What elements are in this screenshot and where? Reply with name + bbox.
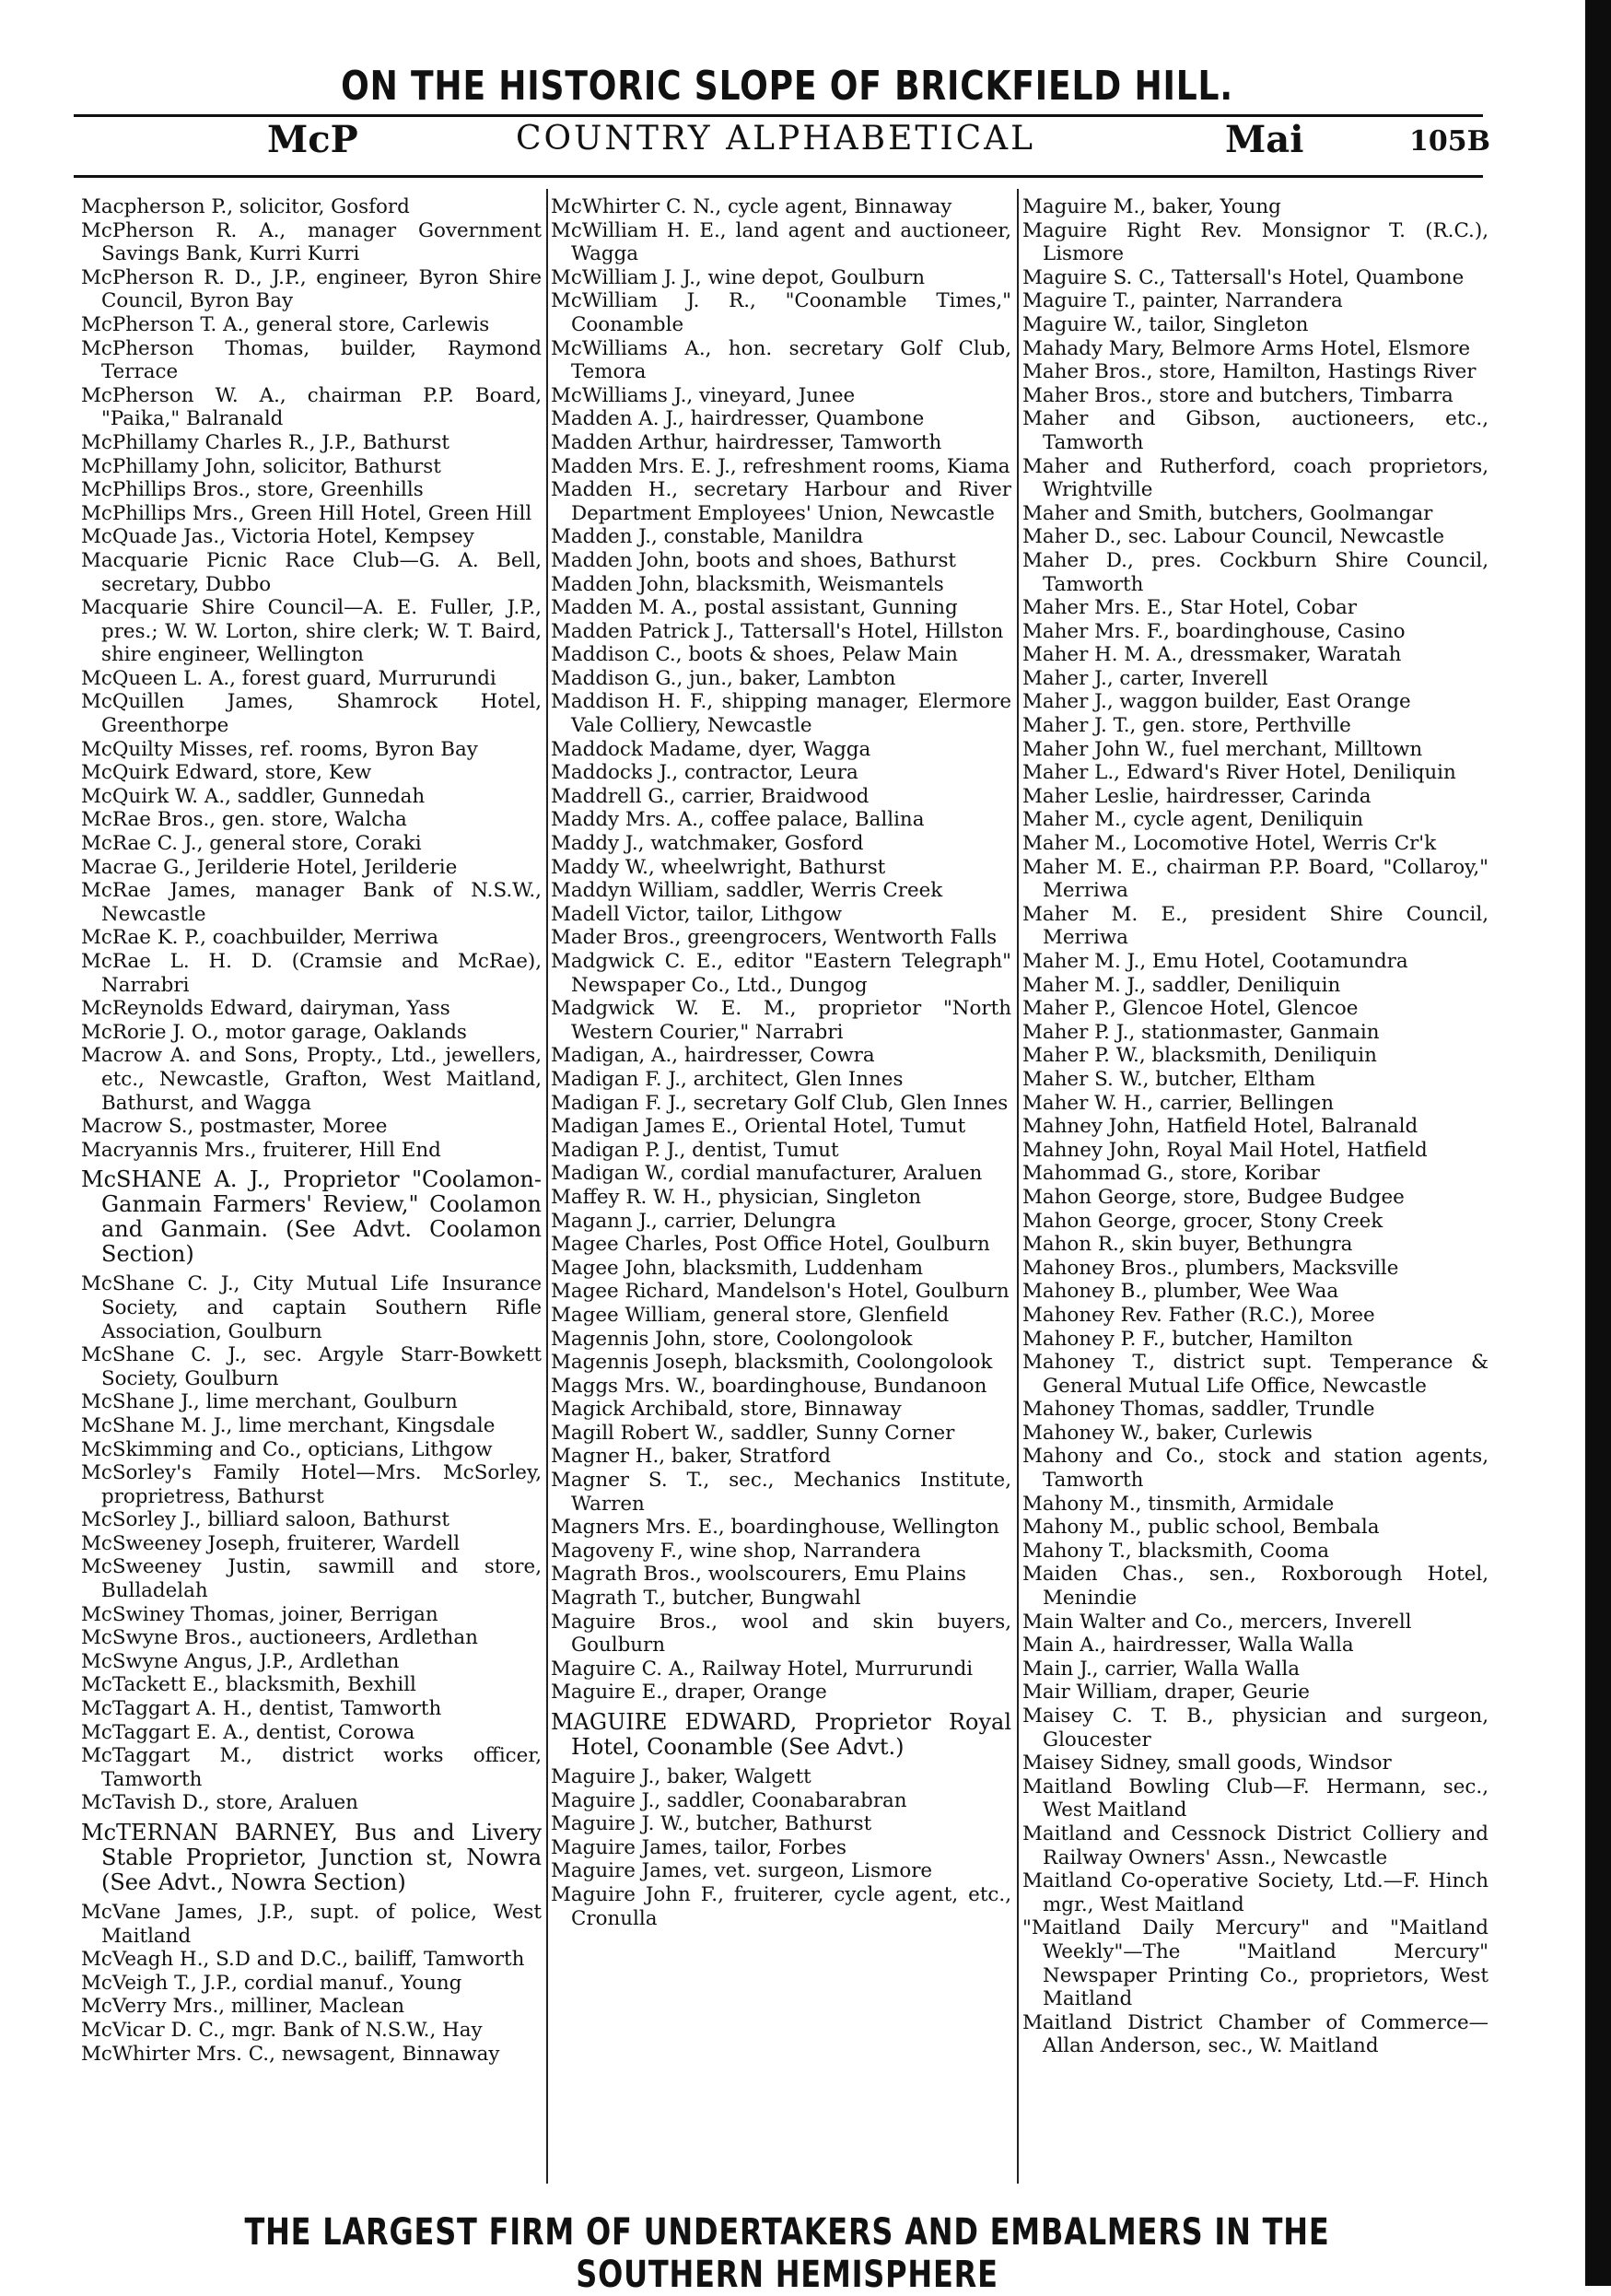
directory-entry: Maher M. J., Emu Hotel, Cootamundra — [1022, 950, 1408, 973]
header-left-word: McP — [267, 118, 358, 161]
directory-entry: McRae C. J., general store, Coraki — [81, 832, 422, 856]
directory-entry: Maguire J., saddler, Coonabarabran — [551, 1788, 907, 1812]
directory-entry: McQuirk W. A., saddler, Gunnedah — [81, 784, 426, 808]
directory-entry: McRorie J. O., motor garage, Oaklands — [81, 1020, 467, 1044]
directory-entry: McShane J., lime merchant, Goulburn — [81, 1390, 458, 1414]
directory-entry: Madden H., secretary Harbour and River Department Employees' Union, Newcastle — [551, 478, 1011, 525]
directory-entry: Mahoney Thomas, saddler, Trundle — [1022, 1398, 1375, 1422]
directory-entry: McPhillamy Charles R., J.P., Bathurst — [81, 430, 449, 454]
directory-entry: Maddison G., jun., baker, Lambton — [551, 666, 896, 690]
directory-column-3 — [1022, 195, 1488, 2181]
directory-entry: Maddy W., wheelwright, Bathurst — [551, 855, 886, 879]
directory-entry: Maddyn William, saddler, Werris Creek — [551, 879, 943, 903]
directory-entry: Madigan F. J., architect, Glen Innes — [551, 1067, 904, 1091]
directory-entry: Magee William, general store, Glenfield — [551, 1303, 950, 1327]
directory-entry: McSwiney Thomas, joiner, Berrigan — [81, 1602, 438, 1626]
directory-entry: Maddrell G., carrier, Braidwood — [551, 784, 870, 808]
directory-entry: Magrath T., butcher, Bungwahl — [551, 1587, 861, 1611]
directory-entry: McQuade Jas., Victoria Hotel, Kempsey — [81, 525, 474, 549]
directory-entry: Maher P., Glencoe Hotel, Glencoe — [1022, 997, 1359, 1021]
directory-entry: McWilliam J. R., "Coonamble Times," Coonamble — [551, 289, 1011, 336]
directory-entry: Mahon George, store, Budgee Budgee — [1022, 1185, 1405, 1209]
directory-entry: Maher D., pres. Cockburn Shire Council, Tamworth — [1022, 548, 1488, 596]
running-header — [258, 118, 1492, 171]
directory-entry: McPherson R. A., manager Government Savings Bank, Kurri Kurri — [81, 218, 542, 266]
directory-entry: Madigan P. J., dentist, Tumut — [551, 1138, 839, 1162]
directory-entry: McPherson T. A., general store, Carlewis — [81, 312, 490, 336]
directory-entry: McSweeney Joseph, fruiterer, Wardell — [81, 1531, 461, 1555]
directory-entry: Main J., carrier, Walla Walla — [1022, 1657, 1300, 1681]
directory-entry: McPherson R. D., J.P., engineer, Byron Shire Council, Byron Bay — [81, 265, 542, 313]
directory-entry: Maggs Mrs. W., boardinghouse, Bundanoon — [551, 1374, 987, 1398]
directory-entry: Maddison H. F., shipping manager, Elermore Vale Colliery, Newcastle — [551, 690, 1011, 738]
directory-entry: Maguire E., draper, Orange — [551, 1681, 827, 1704]
directory-entry: Maher and Smith, butchers, Goolmangar — [1022, 501, 1433, 525]
directory-entry: Maitland District Chamber of Commerce—Allan Anderson, sec., W. Maitland — [1022, 2010, 1488, 2058]
directory-entry: Mader Bros., greengrocers, Wentworth Falls — [551, 926, 998, 950]
directory-entry: Mahney John, Hatfield Hotel, Balranald — [1022, 1115, 1418, 1139]
directory-entry: Mahoney P. F., butcher, Hamilton — [1022, 1327, 1353, 1351]
directory-entry: McQuillen James, Shamrock Hotel, Greenthorpe — [81, 690, 542, 738]
directory-entry: Magee John, blacksmith, Luddenham — [551, 1256, 923, 1280]
directory-entry: Maguire W., tailor, Singleton — [1022, 312, 1309, 336]
directory-entry: McTERNAN BARNEY, Bus and Livery Stable Proprietor, Junction st, Nowra (See Advt., Nowra Section) — [81, 1820, 542, 1895]
directory-entry: Magennis John, store, Coolongolook — [551, 1327, 913, 1351]
directory-entry: Maddy Mrs. A., coffee palace, Ballina — [551, 808, 925, 832]
directory-entry: McVerry Mrs., milliner, Maclean — [81, 1995, 405, 2019]
directory-entry: Mair William, draper, Geurie — [1022, 1681, 1310, 1704]
directory-entry: McQueen L. A., forest guard, Murrurundi — [81, 666, 496, 690]
directory-entry: Mahon George, grocer, Stony Creek — [1022, 1209, 1383, 1233]
directory-entry: Maisey C. T. B., physician and surgeon, Gloucester — [1022, 1704, 1488, 1751]
directory-entry: McTackett E., blacksmith, Bexhill — [81, 1673, 416, 1697]
directory-entry: Mahoney Rev. Father (R.C.), Moree — [1022, 1303, 1375, 1327]
directory-entry: Maguire C. A., Railway Hotel, Murrurundi — [551, 1657, 974, 1681]
directory-entry: Mahoney W., baker, Curlewis — [1022, 1421, 1313, 1445]
directory-column-1 — [81, 195, 542, 2181]
directory-entry: Madigan, A., hairdresser, Cowra — [551, 1044, 875, 1068]
directory-entry: Maguire James, vet. surgeon, Lismore — [551, 1859, 933, 1883]
directory-entry: McVane James, J.P., supt. of police, West Maitland — [81, 1901, 542, 1948]
directory-entry: Magners Mrs. E., boardinghouse, Wellington — [551, 1516, 999, 1540]
header-right-word: Mai — [1225, 118, 1304, 161]
directory-entry: Macrow A. and Sons, Propty., Ltd., jewellers, etc., Newcastle, Grafton, West Maitland, Bathurst, and Wagga — [81, 1044, 542, 1115]
header-rule-bottom — [74, 175, 1483, 178]
directory-entry: Maher S. W., butcher, Eltham — [1022, 1067, 1316, 1091]
directory-entry: McWilliams A., hon. secretary Golf Club, Temora — [551, 336, 1011, 384]
directory-entry: Maisey Sidney, small goods, Windsor — [1022, 1751, 1392, 1775]
directory-entry: McWilliam J. J., wine depot, Goulburn — [551, 265, 926, 289]
directory-entry: Madden Mrs. E. J., refreshment rooms, Kiama — [551, 454, 1010, 478]
directory-entry: Madden M. A., postal assistant, Gunning — [551, 596, 958, 620]
directory-entry: Magennis Joseph, blacksmith, Coolongolook — [551, 1351, 993, 1375]
directory-entry: Magill Robert W., saddler, Sunny Corner — [551, 1421, 955, 1445]
directory-entry: Maddison C., boots & shoes, Pelaw Main — [551, 643, 958, 667]
directory-entry: McTaggart A. H., dentist, Tamworth — [81, 1697, 442, 1721]
directory-entry: Main Walter and Co., mercers, Inverell — [1022, 1610, 1412, 1634]
directory-entry: Mahommad G., store, Koribar — [1022, 1162, 1320, 1186]
directory-entry: Madden Patrick J., Tattersall's Hotel, Hillston — [551, 619, 1004, 643]
directory-entry: Macquarie Picnic Race Club—G. A. Bell, secretary, Dubbo — [81, 548, 542, 596]
directory-entry: Maher L., Edward's River Hotel, Deniliquin — [1022, 761, 1456, 785]
directory-entry: McPherson Thomas, builder, Raymond Terrace — [81, 336, 542, 384]
directory-entry: Madden John, blacksmith, Weismantels — [551, 572, 944, 596]
directory-entry: McShane C. J., City Mutual Life Insurance Society, and captain Southern Rifle Association, Goulburn — [81, 1272, 542, 1343]
directory-entry: Mahony M., tinsmith, Armidale — [1022, 1492, 1335, 1516]
directory-entry: McSorley's Family Hotel—Mrs. McSorley, proprietress, Bathurst — [81, 1461, 542, 1508]
directory-entry: McQuirk Edward, store, Kew — [81, 761, 372, 785]
directory-entry: McPhillips Bros., store, Greenhills — [81, 478, 424, 502]
directory-entry: McRae K. P., coachbuilder, Merriwa — [81, 926, 438, 950]
directory-entry: Maher J. T., gen. store, Perthville — [1022, 714, 1351, 738]
directory-entry: McSkimming and Co., opticians, Lithgow — [81, 1437, 493, 1461]
directory-entry: Maguire John F., fruiterer, cycle agent, etc., Cronulla — [551, 1882, 1011, 1930]
directory-entry: Magner H., baker, Stratford — [551, 1445, 831, 1469]
directory-entry: McSweeney Justin, sawmill and store, Bulladelah — [81, 1555, 542, 1603]
directory-entry: Magee Charles, Post Office Hotel, Goulburn — [551, 1233, 990, 1257]
directory-entry: Mahney John, Royal Mail Hotel, Hatfield — [1022, 1138, 1428, 1162]
directory-entry: McQuilty Misses, ref. rooms, Byron Bay — [81, 737, 478, 761]
directory-entry: McVicar D. C., mgr. Bank of N.S.W., Hay — [81, 2018, 483, 2042]
directory-entry: McTaggart E. A., dentist, Corowa — [81, 1720, 415, 1744]
directory-entry: Macpherson P., solicitor, Gosford — [81, 195, 410, 218]
directory-entry: McVeigh T., J.P., cordial manuf., Young — [81, 1971, 462, 1995]
directory-entry: McShane M. J., lime merchant, Kingsdale — [81, 1413, 496, 1437]
directory-entry: Maher M. E., chairman P.P. Board, "Collaroy," Merriwa — [1022, 855, 1488, 903]
directory-entry: Maguire S. C., Tattersall's Hotel, Quambone — [1022, 265, 1465, 289]
directory-entry: Madden A. J., hairdresser, Quambone — [551, 407, 925, 431]
directory-entry: Mahon R., skin buyer, Bethungra — [1022, 1233, 1353, 1257]
directory-entry: McWilliam H. E., land agent and auctioneer, Wagga — [551, 218, 1011, 266]
directory-entry: Maher J., carter, Inverell — [1022, 666, 1268, 690]
directory-entry: Macquarie Shire Council—A. E. Fuller, J.P., pres.; W. W. Lorton, shire clerk; W. T. Baird, shire engineer, Wellington — [81, 596, 542, 667]
directory-entry: McWilliams J., vineyard, Junee — [551, 383, 856, 407]
directory-entry: Maher Leslie, hairdresser, Carinda — [1022, 784, 1372, 808]
directory-entry: Maher and Gibson, auctioneers, etc., Tamworth — [1022, 407, 1488, 454]
directory-entry: Mahony T., blacksmith, Cooma — [1022, 1539, 1329, 1563]
directory-entry: Madden John, boots and shoes, Bathurst — [551, 548, 957, 572]
directory-entry: Maher W. H., carrier, Bellingen — [1022, 1091, 1334, 1115]
directory-entry: Macrae G., Jerilderie Hotel, Jerilderie — [81, 855, 458, 879]
directory-entry: McSwyne Angus, J.P., Ardlethan — [81, 1649, 400, 1673]
directory-entry: Mahony and Co., stock and station agents, Tamworth — [1022, 1445, 1488, 1493]
directory-entry: Maher M., cycle agent, Deniliquin — [1022, 808, 1364, 832]
directory-entry: Maher M., Locomotive Hotel, Werris Cr'k — [1022, 832, 1437, 856]
directory-entry: Mahony M., public school, Bembala — [1022, 1516, 1380, 1540]
directory-entry: McTaggart M., district works officer, Tamworth — [81, 1744, 542, 1791]
directory-entry: McVeagh H., S.D and D.C., bailiff, Tamworth — [81, 1948, 525, 1972]
directory-entry: Mahoney T., district supt. Temperance & General Mutual Life Office, Newcastle — [1022, 1351, 1488, 1398]
directory-entry: McSorley J., billiard saloon, Bathurst — [81, 1508, 449, 1532]
directory-entry: Maher P. W., blacksmith, Deniliquin — [1022, 1044, 1377, 1068]
directory-entry: Magee Richard, Mandelson's Hotel, Goulburn — [551, 1280, 1010, 1304]
directory-entry: Maher D., sec. Labour Council, Newcastle — [1022, 525, 1444, 549]
directory-entry: Madell Victor, tailor, Lithgow — [551, 902, 843, 926]
directory-entry: McTavish D., store, Araluen — [81, 1791, 358, 1815]
column-divider — [546, 189, 548, 2184]
directory-entry: McPhillamy John, solicitor, Bathurst — [81, 454, 441, 478]
directory-entry: Madigan F. J., secretary Golf Club, Glen Innes — [551, 1091, 1009, 1115]
directory-entry: Macryannis Mrs., fruiterer, Hill End — [81, 1138, 441, 1162]
header-title: COUNTRY ALPHABETICAL — [516, 120, 1036, 158]
directory-entry: Maitland Bowling Club—F. Hermann, sec., West Maitland — [1022, 1775, 1488, 1822]
directory-entry: MAGUIRE EDWARD, Proprietor Royal Hotel, Coonamble (See Advt.) — [551, 1709, 1011, 1760]
directory-entry: Magoveny F., wine shop, Narrandera — [551, 1539, 921, 1563]
directory-entry: "Maitland Daily Mercury" and "Maitland Weekly"—The "Maitland Mercury" Newspaper Printing Co., proprietors, West Maitland — [1022, 1916, 1488, 2011]
directory-entry: McRae Bros., gen. store, Walcha — [81, 808, 407, 832]
directory-entry: Magann J., carrier, Delungra — [551, 1209, 836, 1233]
header-rule-top — [74, 114, 1483, 117]
directory-entry: Madden J., constable, Manildra — [551, 525, 864, 549]
directory-entry: Maher J., waggon builder, East Orange — [1022, 690, 1411, 714]
directory-entry: McWhirter Mrs. C., newsagent, Binnaway — [81, 2042, 500, 2066]
directory-entry: Madgwick C. E., editor "Eastern Telegraph" Newspaper Co., Ltd., Dungog — [551, 950, 1011, 997]
directory-entry: McRae L. H. D. (Cramsie and McRae), Narrabri — [81, 950, 542, 997]
directory-entry: Maguire M., baker, Young — [1022, 195, 1281, 218]
directory-entry: Maddock Madame, dyer, Wagga — [551, 737, 871, 761]
directory-entry: Maffey R. W. H., physician, Singleton — [551, 1185, 922, 1209]
directory-entry: Maher Bros., store and butchers, Timbarra — [1022, 383, 1453, 407]
directory-entry: Magick Archibald, store, Binnaway — [551, 1398, 902, 1422]
directory-entry: Maguire T., painter, Narrandera — [1022, 289, 1343, 313]
directory-entry: Maher Mrs. F., boardinghouse, Casino — [1022, 619, 1406, 643]
bottom-banner: THE LARGEST FIRM OF UNDERTAKERS AND EMBALMERS IN THE SOUTHERN HEMISPHERE — [244, 2211, 1330, 2296]
directory-entry: Maguire Bros., wool and skin buyers, Goulburn — [551, 1610, 1011, 1658]
directory-entry: Magner S. T., sec., Mechanics Institute, Warren — [551, 1469, 1011, 1516]
directory-entry: Maiden Chas., sen., Roxborough Hotel, Menindie — [1022, 1563, 1488, 1611]
directory-entry: Main A., hairdresser, Walla Walla — [1022, 1634, 1354, 1658]
directory-entry: Madigan W., cordial manufacturer, Araluen — [551, 1162, 983, 1186]
directory-entry: Maher M. E., president Shire Council, Merriwa — [1022, 902, 1488, 950]
directory-entry: Mahady Mary, Belmore Arms Hotel, Elsmore — [1022, 336, 1470, 360]
directory-entry: McSwyne Bros., auctioneers, Ardlethan — [81, 1626, 478, 1650]
directory-entry: Maguire James, tailor, Forbes — [551, 1835, 846, 1859]
directory-entry: Mahoney B., plumber, Wee Waa — [1022, 1280, 1339, 1304]
directory-entry: Maddocks J., contractor, Leura — [551, 761, 858, 785]
directory-entry: Maguire J. W., butcher, Bathurst — [551, 1812, 872, 1836]
directory-entry: Maguire Right Rev. Monsignor T. (R.C.), Lismore — [1022, 218, 1488, 266]
directory-entry: Madigan James E., Oriental Hotel, Tumut — [551, 1115, 966, 1139]
directory-entry: McWhirter C. N., cycle agent, Binnaway — [551, 195, 952, 218]
directory-entry: McPhillips Mrs., Green Hill Hotel, Green Hill — [81, 501, 532, 525]
directory-entry: McReynolds Edward, dairyman, Yass — [81, 997, 450, 1021]
directory-entry: Madgwick W. E. M., proprietor "North Western Courier," Narrabri — [551, 997, 1011, 1044]
directory-entry: Maitland Co-operative Society, Ltd.—F. Hinch mgr., West Maitland — [1022, 1869, 1488, 1916]
directory-column-2 — [551, 195, 1011, 2181]
directory-entry: Maddy J., watchmaker, Gosford — [551, 832, 864, 856]
directory-entry: Maher John W., fuel merchant, Milltown — [1022, 737, 1423, 761]
directory-entry: Magrath Bros., woolscourers, Emu Plains — [551, 1563, 966, 1587]
directory-entry: McShane C. J., sec. Argyle Starr-Bowkett Society, Goulburn — [81, 1343, 542, 1390]
directory-entry: Maguire J., baker, Walgett — [551, 1765, 811, 1788]
directory-entry: Maher P. J., stationmaster, Ganmain — [1022, 1020, 1380, 1044]
directory-entry: Maher Bros., store, Hamilton, Hastings River — [1022, 360, 1477, 384]
directory-entry: Mahoney Bros., plumbers, Macksville — [1022, 1256, 1399, 1280]
directory-entry: Maher Mrs. E., Star Hotel, Cobar — [1022, 596, 1358, 620]
directory-entry: Maitland and Cessnock District Colliery and Railway Owners' Assn., Newcastle — [1022, 1822, 1488, 1869]
directory-entry: McSHANE A. J., Proprietor "Coolamon-Ganmain Farmers' Review," Coolamon and Ganmain. (See Advt. Coolamon Section) — [81, 1166, 542, 1268]
page-number: 105B — [1409, 125, 1490, 158]
directory-entry: Maher M. J., saddler, Deniliquin — [1022, 973, 1341, 997]
directory-entry: McRae James, manager Bank of N.S.W., Newcastle — [81, 879, 542, 926]
column-divider — [1017, 189, 1019, 2184]
scan-edge — [1585, 0, 1611, 2286]
directory-entry: Macrow S., postmaster, Moree — [81, 1115, 388, 1139]
top-banner: ON THE HISTORIC SLOPE OF BRICKFIELD HILL. — [341, 63, 1233, 110]
directory-entry: Maher and Rutherford, coach proprietors, Wrightville — [1022, 454, 1488, 502]
directory-entry: Maher H. M. A., dressmaker, Waratah — [1022, 643, 1402, 667]
directory-entry: McPherson W. A., chairman P.P. Board, "Paika," Balranald — [81, 383, 542, 431]
directory-entry: Madden Arthur, hairdresser, Tamworth — [551, 430, 942, 454]
